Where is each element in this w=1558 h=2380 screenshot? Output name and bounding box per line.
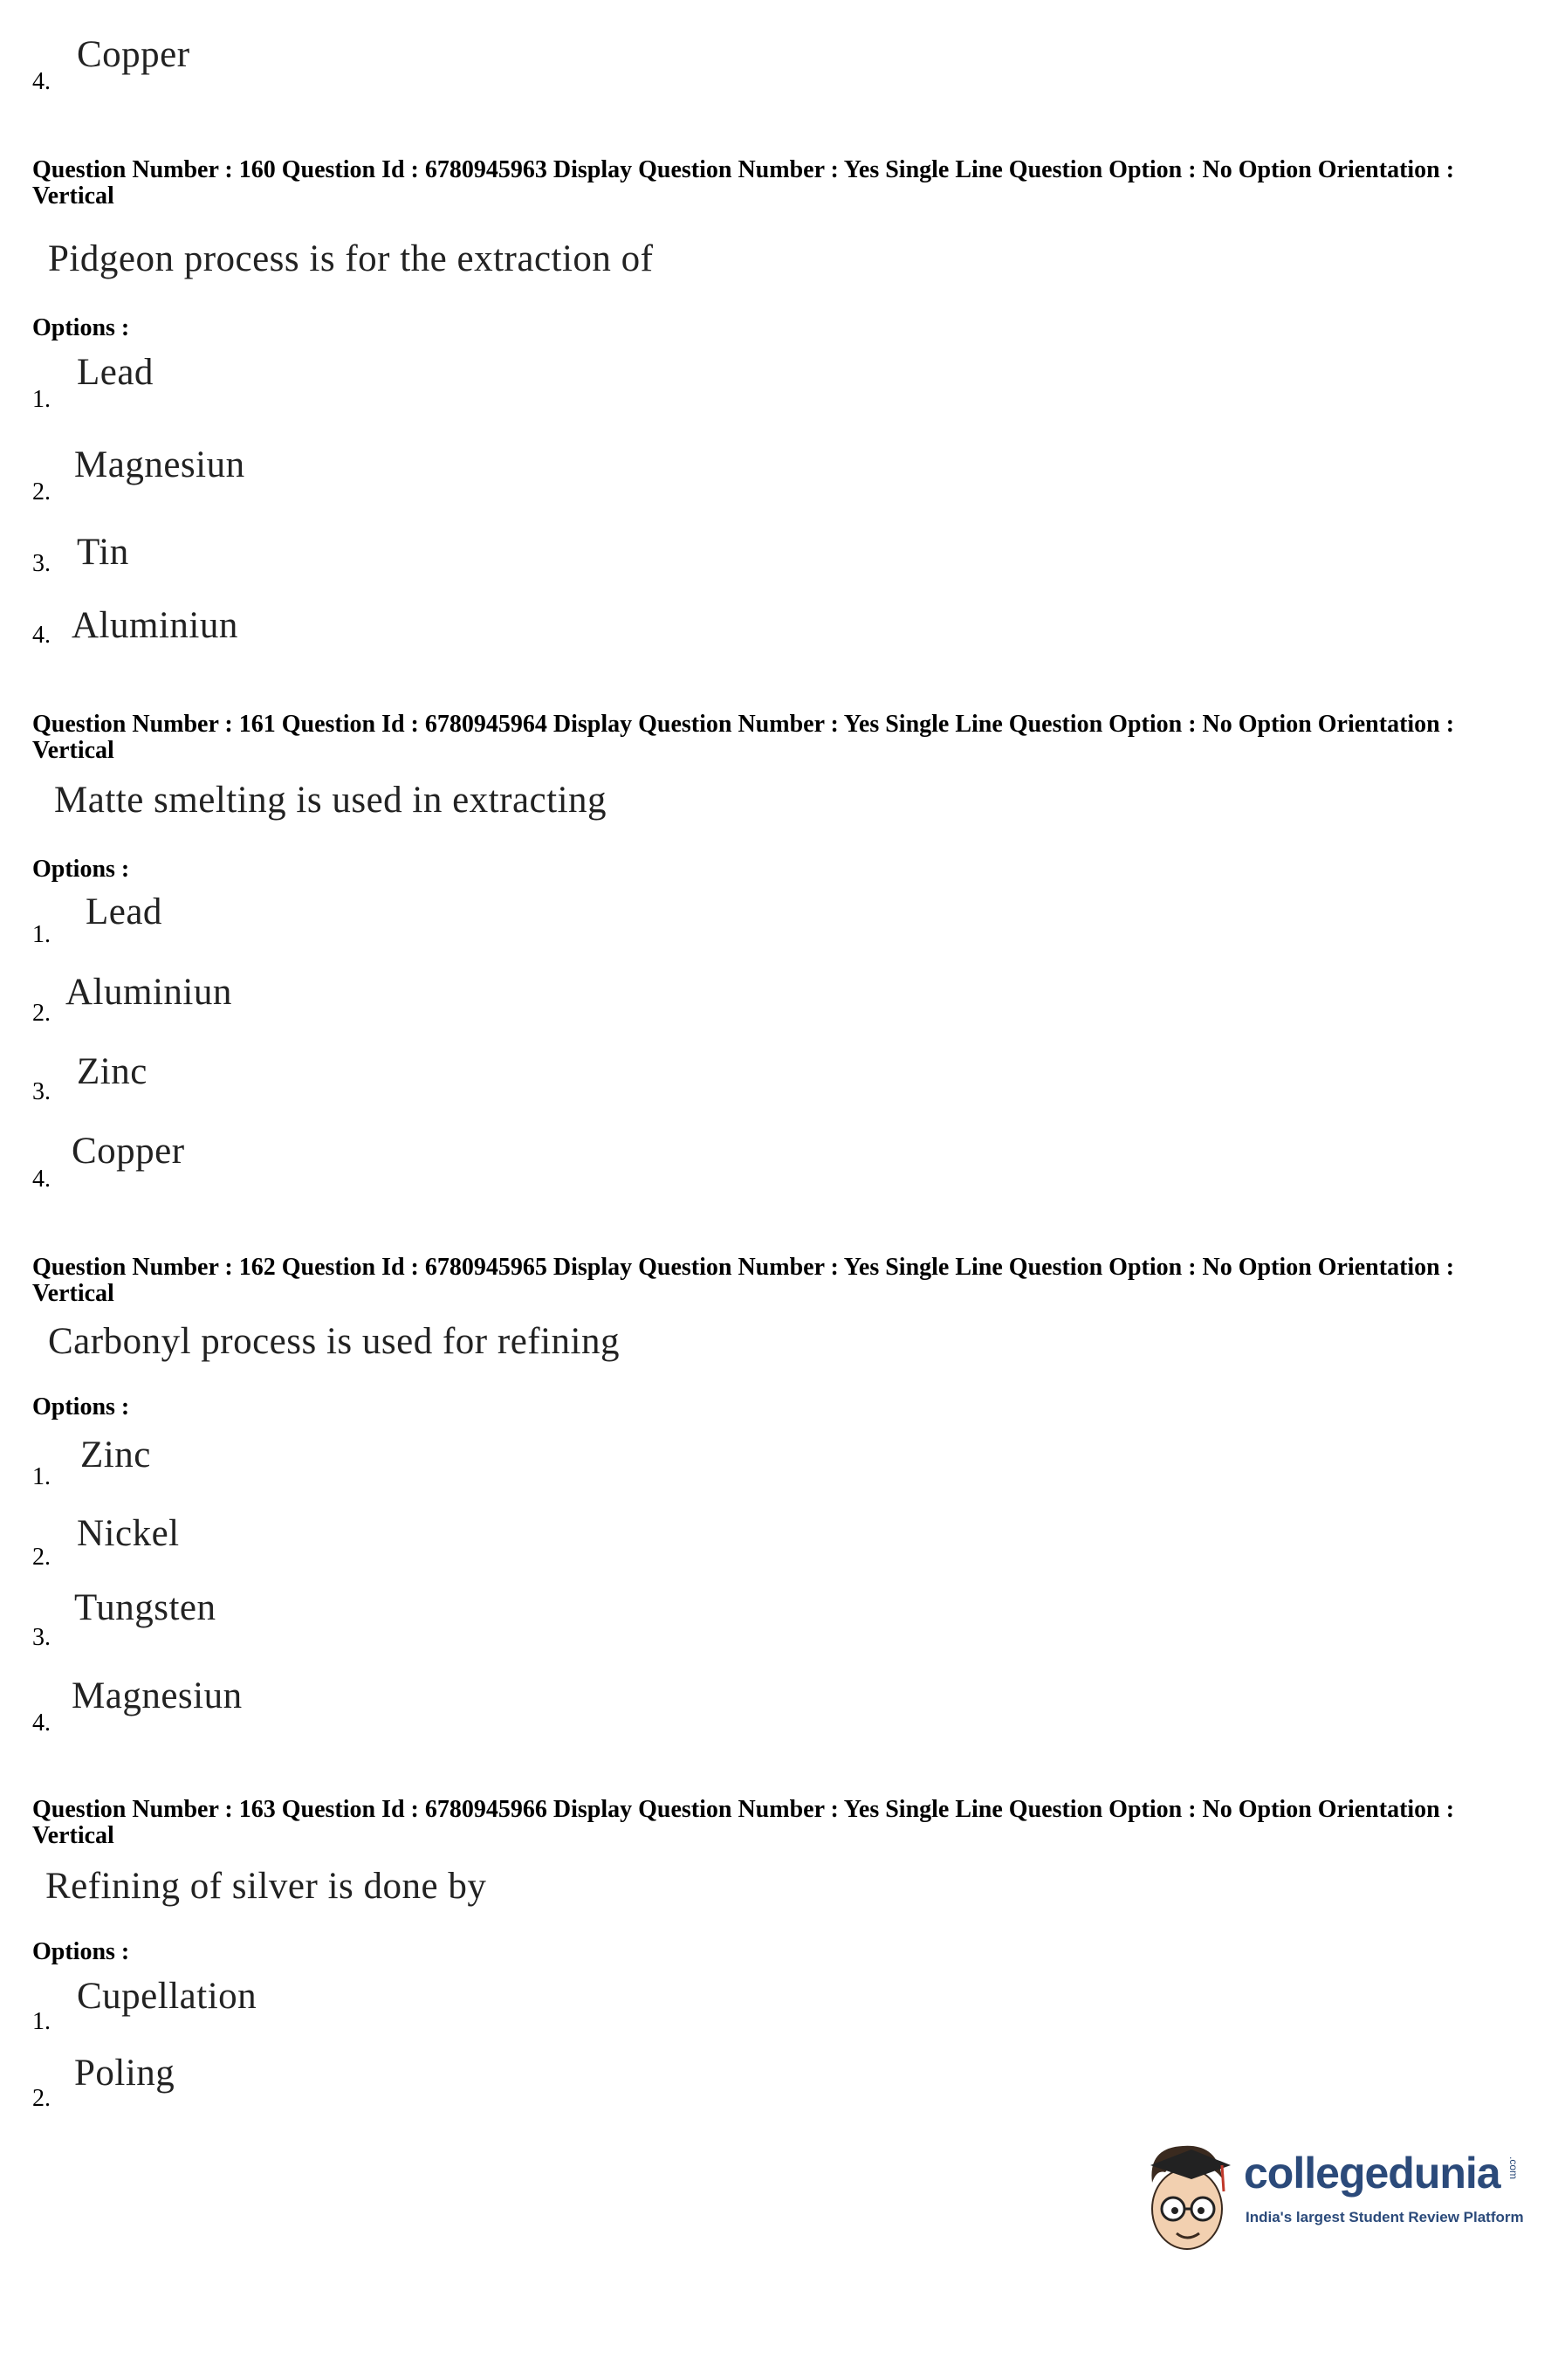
option-number: 3. <box>32 550 51 577</box>
question-162-meta: Question Number : 162 Question Id : 6780945965 Display Question Number : Yes Single Line Question Option : No Option Orientation : Vertical <box>32 1254 1455 1307</box>
option-number: 1. <box>32 2008 51 2035</box>
question-162-stem: Carbonyl process is used for refining <box>48 1321 620 1362</box>
option-text: Tin <box>77 532 129 573</box>
option-number: 4. <box>32 622 51 649</box>
question-161-stem: Matte smelting is used in extracting <box>54 780 607 821</box>
question-160-options-label: Options : <box>32 314 130 341</box>
option-number: 1. <box>32 1463 51 1490</box>
logo-tagline: India's largest Student Review Platform <box>1246 2209 1524 2225</box>
option-number: 1. <box>32 921 51 948</box>
option-text: Aluminiun <box>72 605 238 646</box>
question-162-options-label: Options : <box>32 1393 130 1420</box>
option-text: Zinc <box>80 1434 151 1475</box>
option-number: 4. <box>32 1709 51 1737</box>
prev-option-number: 4. <box>32 68 51 95</box>
logo-tld: .com <box>1507 2156 1520 2180</box>
option-text: Copper <box>72 1131 185 1172</box>
question-160-meta: Question Number : 160 Question Id : 6780945963 Display Question Number : Yes Single Line Question Option : No Option Orientation : Vertical <box>32 156 1455 210</box>
option-number: 2. <box>32 1544 51 1571</box>
prev-option-text: Copper <box>77 34 190 75</box>
option-text: Nickel <box>77 1513 180 1554</box>
option-text: Lead <box>77 352 154 393</box>
question-161-options-label: Options : <box>32 856 130 883</box>
option-number: 1. <box>32 386 51 413</box>
option-text: Poling <box>74 2053 175 2094</box>
question-163-stem: Refining of silver is done by <box>45 1866 487 1907</box>
option-text: Zinc <box>77 1051 148 1092</box>
option-number: 3. <box>32 1078 51 1105</box>
logo-wordmark: collegedunia <box>1244 2149 1500 2198</box>
question-160-stem: Pidgeon process is for the extraction of <box>48 238 654 279</box>
option-number: 2. <box>32 1000 51 1027</box>
collegedunia-logo <box>1135 2130 1527 2270</box>
question-161-meta: Question Number : 161 Question Id : 6780945964 Display Question Number : Yes Single Line Question Option : No Option Orientation : Vertical <box>32 711 1455 764</box>
option-text: Tungsten <box>74 1587 216 1628</box>
option-text: Magnesiun <box>74 444 245 485</box>
question-163-meta: Question Number : 163 Question Id : 6780945966 Display Question Number : Yes Single Line Question Option : No Option Orientation : Vertical <box>32 1796 1455 1849</box>
mascot-icon <box>1135 2130 1239 2270</box>
option-text: Magnesiun <box>72 1675 243 1716</box>
option-text: Cupellation <box>77 1976 257 2017</box>
question-163-options-label: Options : <box>32 1938 130 1965</box>
option-number: 2. <box>32 478 51 506</box>
option-text: Lead <box>86 891 162 932</box>
option-text: Aluminiun <box>65 972 232 1013</box>
option-number: 4. <box>32 1166 51 1193</box>
option-number: 2. <box>32 2085 51 2112</box>
option-number: 3. <box>32 1624 51 1651</box>
